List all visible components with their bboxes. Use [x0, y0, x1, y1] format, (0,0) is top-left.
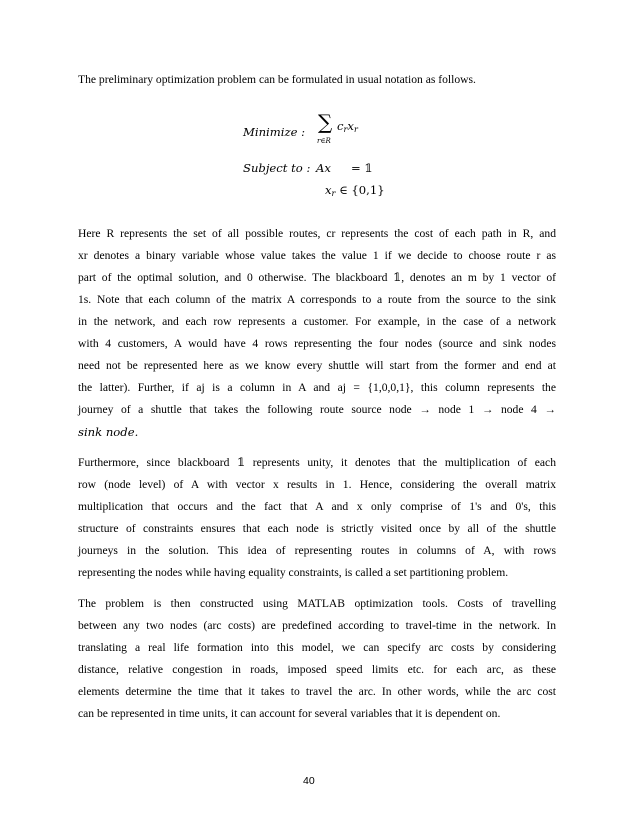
paragraph-line: with 4 customers, A would have 4 rows representing the four nodes (source and sink nodes — [78, 337, 556, 350]
summation-index: r∈R — [317, 137, 331, 145]
paragraph-line: can be represented in time units, it can account for several variables that it is dependent on. — [78, 707, 501, 720]
variable-symbol: x — [347, 119, 354, 133]
paragraph-line: between any two nodes (arc costs) are predefined according to travel-time in the network. In — [78, 619, 556, 632]
paragraph-line: The problem is then constructed using MATLAB optimization tools. Costs of travelling — [78, 597, 556, 610]
constraint-rhs: = 𝟙 — [351, 161, 373, 175]
paragraph-line: structure of constraints ensures that each node is strictly visited once by all of the shuttle — [78, 522, 556, 535]
cost-subscript: r — [343, 124, 348, 135]
paragraph-line: xr denotes a binary variable whose value takes the value 1 if we decide to choose route r as — [78, 249, 556, 262]
domain-variable: x — [325, 183, 332, 197]
objective-function — [337, 119, 358, 133]
intro-sentence: The preliminary optimization problem can be formulated in usual notation as follows. — [78, 73, 476, 86]
paragraph-line: 1s. Note that each column of the matrix A corresponds to a route from the source to the sink — [78, 293, 556, 306]
page-number: 40 — [303, 775, 315, 787]
paragraph-line: sink node. — [78, 425, 139, 439]
paragraph-line: translating a real life formation into this model, we can specify arc costs by considering — [78, 641, 556, 654]
paragraph-line: representing the nodes while having equality constraints, is called a set partitioning problem. — [78, 566, 509, 579]
paragraph-line: need not be represented here as we know every shuttle will start from the former and end at — [78, 359, 556, 372]
paragraph-line: in the network, and each row represents a customer. For example, in the case of a network — [78, 315, 556, 328]
paragraph-line: journeys in the solution. This idea of representing routes in columns of A, with rows — [78, 544, 556, 557]
paragraph-line: multiplication that occurs and the fact that A and x only comprise of 1's and 0's, this — [78, 500, 556, 513]
paragraph-line: Here R represents the set of all possible routes, cr represents the cost of each path in R, and — [78, 227, 556, 240]
paragraph-line: distance, relative congestion in roads, imposed speed limits etc. for each arc, as these — [78, 663, 556, 676]
paragraph-line: the latter). Further, if aj is a column in A and aj = {1,0,0,1}, this column represents the — [78, 381, 556, 394]
domain-subscript: r — [331, 188, 336, 199]
summation-symbol: ∑ — [318, 110, 333, 134]
variable-subscript: r — [353, 124, 358, 135]
domain-set: ∈ {0,1} — [339, 183, 385, 197]
constraint-lhs: Ax — [316, 161, 331, 175]
paragraph-line: journey of a shuttle that takes the following route source node → node 1 → node 4 → — [78, 403, 556, 416]
paragraph-line: Furthermore, since blackboard 𝟙 represents unity, it denotes that the multiplication of each — [78, 456, 556, 469]
cost-symbol: c — [337, 119, 344, 133]
subject-to-label: Subject to : — [243, 161, 311, 175]
paragraph-line: elements determine the time that it takes to travel the arc. In other words, while the arc cost — [78, 685, 556, 698]
domain-constraint — [325, 183, 385, 197]
paragraph-line: part of the optimal solution, and 0 otherwise. The blackboard 𝟙, denotes an m by 1 vector of — [78, 271, 556, 284]
paragraph-line: row (node level) of A with vector x results in 1. Hence, considering the overall matrix — [78, 478, 556, 491]
minimize-label: Minimize : — [243, 125, 306, 139]
